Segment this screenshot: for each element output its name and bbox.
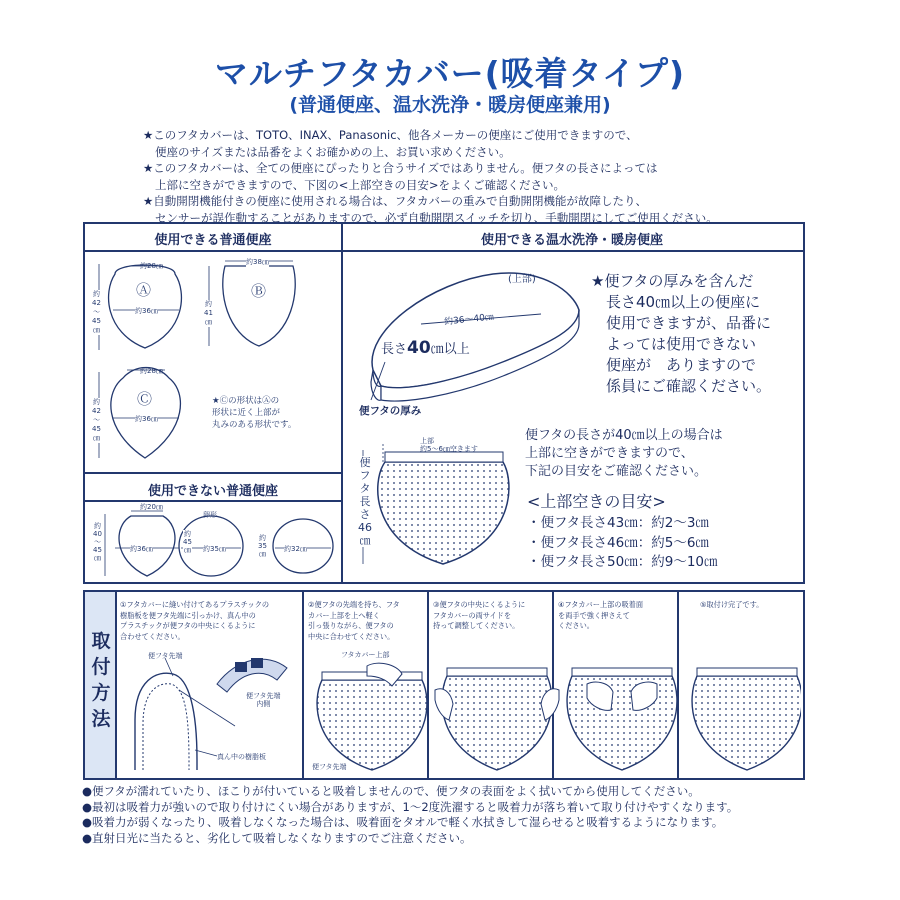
seat-a-letter: Ⓐ [136, 281, 152, 299]
divider [83, 472, 343, 474]
step-3-text: ③便フタの中央にくるように フタカバーの両サイドを 持って調整してください。 [433, 600, 526, 630]
seat-c-note: ★Ⓒの形状はⒶの 形状に近く上部が 丸みのある形状です。 [212, 396, 297, 430]
note-line: 便座のサイズまたは品番をよくお確かめの上、お買い求めください。 [155, 144, 511, 159]
step1-label-inner: 便フタ先端 内側 [246, 692, 281, 708]
heated-header: 使用できる温水洗浄・暖房便座 [480, 233, 663, 248]
note-line: 上部に空きができますので、下図の<上部空きの目安>をよくご確認ください。 [155, 177, 566, 192]
guide-item: ・便フタ長さ46㎝：約5〜6㎝ [527, 534, 709, 551]
gap-top-label: 上部 約5〜6㎝空きます [420, 437, 478, 453]
caution-item: ●最初は吸着力が強いので取り付けにくい場合がありますが、1〜2度洗濯すると吸着力が落ち着いて取り付けやすくなります。 [82, 799, 739, 814]
install-label: 取 付 方 法 [91, 630, 111, 730]
seat-c-top: 約28㎝ [140, 367, 163, 375]
note-line: ★このフタカバーは、全ての便座にぴったりと合うサイズではありません。便フタの長さによっては [143, 161, 658, 175]
seat-c-side: 約 42 〜 45 ㎝ [92, 398, 101, 442]
step1-label-tip: 便フタ先端 [148, 652, 183, 660]
step2-label-top: フタカバー上部 [341, 651, 390, 659]
step-4-text: ④フタカバー上部の吸着面 を両手で強く押さえて ください。 [558, 600, 644, 630]
lid-length-label: 便 フ タ 長 さ 46 ㎝ [358, 456, 372, 547]
note-line: ★このフタカバーは、TOTO、INAX、Panasonic、他各メーカーの便座にご使用できますので、 [143, 128, 638, 142]
heated-star-note: ★便フタの厚みを含んだ 長さ40㎝以上の便座に 使用できますが、品番に よっては使用できない 便座が ありますので 係員にご確認ください。 [591, 272, 772, 395]
seat-b-side: 約 41 ㎝ [204, 300, 213, 326]
step-1-text: ①フタカバーに縫い付けてあるプラスチックの 樹脂板を便フタ先端に引っかけ、真ん中の プラスチックが便フタの中央にくるように 合わせてください。 [120, 600, 270, 641]
unusable-normal-header: 使用できない普通便座 [147, 484, 278, 499]
step-2-text: ②便フタの先端を持ち、フタ カバー上部を上へ軽く 引っ張りながら、便フタの 中央に合わせてください。 [308, 600, 400, 641]
unusable-1-top: 約20㎝ [140, 503, 163, 511]
guide-list [527, 514, 718, 573]
step2-label-tip: 便フタ先端 [312, 763, 347, 771]
seat-a-top: 約28㎝ [140, 262, 163, 270]
seat-c-letter: Ⓒ [137, 390, 153, 408]
heated-diagonal: 約36〜40㎝ [443, 312, 495, 328]
usable-seat-diagrams [85, 252, 341, 472]
step1-label-plate: 真ん中の樹脂板 [217, 753, 266, 761]
unusable-1-side: 約 40 〜 45 ㎝ [93, 522, 102, 562]
caution-item: ●直射日光に当たると、劣化して吸着しなくなりますのでご注意ください。 [82, 830, 472, 845]
heated-length: 長さ40㎝以上 [381, 338, 470, 358]
note-line: ★自動開閉機能付きの便座に使用される場合は、フタカバーの重みで自動開閉機能が故障したり、 [143, 194, 647, 208]
seat-a-width: 約36㎝ [135, 307, 158, 315]
guide-item: ・便フタ長さ43㎝：約2〜3㎝ [527, 515, 709, 531]
unusable-3-width: 約32㎝ [284, 545, 307, 553]
note-line: センサーが誤作動することがありますので、必ず自動開閉スイッチを切り、手動開閉にしてご使用ください。 [155, 210, 718, 225]
guide-item: ・便フタ長さ50㎝：約9〜10㎝ [527, 554, 718, 570]
page-title: マルチフタカバー(吸着タイプ) [214, 54, 686, 93]
usable-normal-header: 使用できる普通便座 [154, 233, 272, 248]
notes [143, 127, 793, 226]
gap-text: 便フタの長さが40㎝以上の場合は 上部に空きができますので、 下記の目安をご確認ください。 [525, 428, 723, 479]
thickness-label: 便フタの厚み [359, 405, 422, 417]
unusable-2-width: 約35㎝ [203, 545, 226, 553]
seat-b-shape [223, 266, 295, 346]
heated-upper-label: (上部) [508, 274, 536, 285]
seat-b-top: 約38㎝ [246, 258, 269, 266]
page-subtitle: (普通便座、温水洗浄・暖房便座兼用) [289, 94, 611, 116]
seat-c-width: 約36㎝ [135, 415, 158, 423]
caution-item: ●吸着力が弱くなったり、吸着しなくなった場合は、吸着面をタオルで軽く水拭きして湿らせると吸着するようになります。 [82, 815, 724, 829]
unusable-1-width: 約36㎝ [130, 545, 153, 553]
unusable-2-side: 約 45 ㎝ [183, 530, 192, 554]
seat-b-letter: Ⓑ [251, 282, 267, 300]
seat-a-side: 約 42 〜 45 ㎝ [92, 290, 101, 334]
seat-c-shape [111, 368, 181, 459]
caution-item: ●便フタが濡れていたり、ほこりが付いていると吸着しませんので、便フタの表面をよく拭いてから使用してください。 [82, 784, 700, 798]
unusable-3-side: 約 35 ㎝ [258, 534, 267, 558]
caution-list [82, 784, 842, 846]
unusable-2-top: 卵形 [203, 511, 217, 519]
guide-title: <上部空きの目安> [527, 492, 666, 511]
step-5-text: ⑤取付け完了です。 [700, 600, 764, 609]
